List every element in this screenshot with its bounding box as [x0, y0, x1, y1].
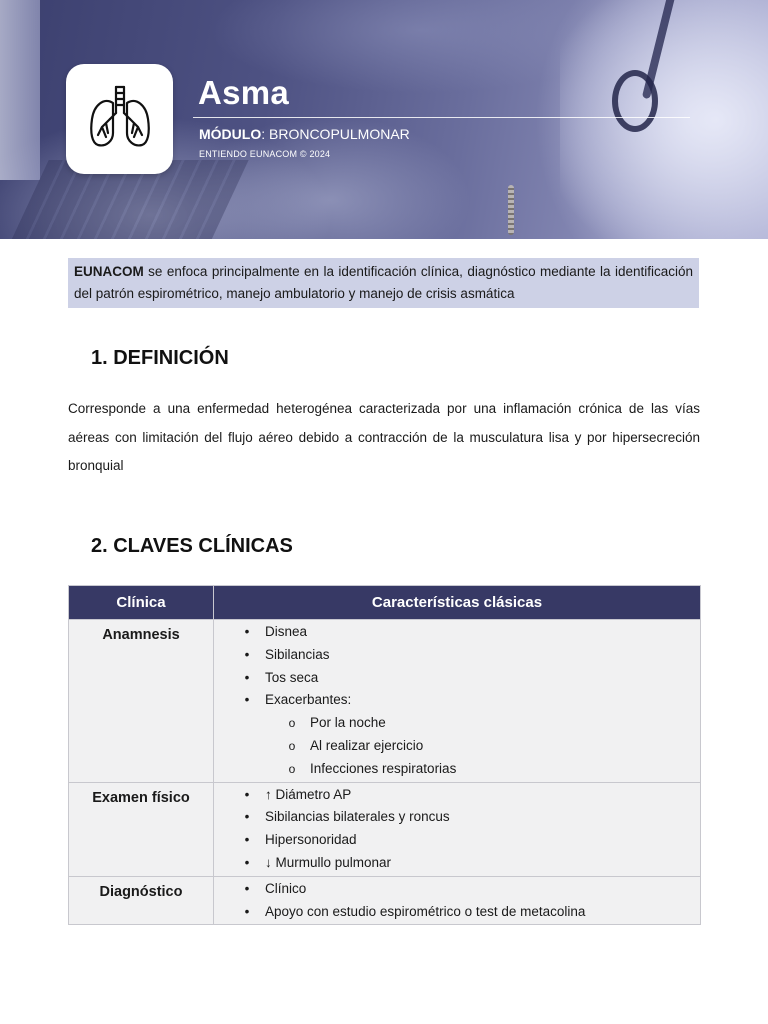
- row-label-cell: [69, 876, 214, 925]
- definition-paragraph: Corresponde a una enfermedad heterogénea caracterizada por una inflamación crónica de las vías aéreas con limitación del flujo aéreo debido a contracción de la musculatura lisa y por hipersecreción bronquial: [68, 401, 700, 473]
- section-heading-claves: 2. CLAVES CLÍNICAS: [91, 535, 293, 557]
- page-title: Asma: [198, 74, 290, 111]
- list-item: [214, 621, 700, 644]
- bullet-icon: •: [244, 854, 250, 870]
- list-item: [214, 784, 700, 807]
- sub-list-item: [214, 735, 700, 758]
- intro-callout: [68, 258, 699, 308]
- bullet-icon: •: [244, 880, 250, 896]
- sub-list-item: [214, 758, 700, 781]
- bullet-list: [214, 783, 700, 876]
- list-item-text: Sibilancias: [265, 646, 330, 662]
- bullet-icon: •: [244, 669, 250, 685]
- module-value: : BRONCOPULMONAR: [261, 126, 410, 142]
- list-item-text: Clínico: [265, 880, 307, 896]
- row-label-cell: [69, 782, 214, 876]
- module-label: MÓDULO: [199, 126, 262, 142]
- list-item: [214, 667, 700, 690]
- copyright-text: ENTIENDO EUNACOM © 2024: [199, 149, 331, 159]
- laptop-image: [0, 0, 40, 180]
- row-label: Examen físico: [92, 789, 190, 806]
- bullet-icon: •: [244, 832, 250, 848]
- list-item-text: Al realizar ejercicio: [310, 737, 424, 753]
- row-label-cell: [69, 620, 214, 783]
- bullet-icon: •: [244, 903, 250, 919]
- list-item: [214, 689, 700, 712]
- stethoscope-image: [612, 70, 658, 132]
- list-item-text: Disnea: [265, 624, 308, 639]
- list-item: [214, 644, 700, 667]
- clinical-keys-table: [68, 585, 701, 925]
- list-item-text: Tos seca: [265, 669, 319, 685]
- bullet-icon: •: [244, 624, 250, 639]
- row-items-cell: [214, 876, 701, 925]
- lungs-icon: [84, 83, 156, 155]
- title-divider: [193, 117, 690, 118]
- row-label: Anamnesis: [102, 627, 180, 643]
- bullet-icon: •: [244, 692, 250, 708]
- column-header-clinica: Clínica: [69, 586, 214, 620]
- list-item: [214, 852, 700, 875]
- table-row: [69, 620, 701, 783]
- list-item-text: Hipersonoridad: [265, 832, 357, 848]
- bullet-icon: •: [244, 646, 250, 662]
- column-header-caracteristicas: Características clásicas: [214, 586, 701, 620]
- sub-list-item: [214, 712, 700, 735]
- circle-bullet-icon: o: [288, 716, 296, 731]
- header-banner: [0, 0, 768, 239]
- module-logo: [66, 64, 173, 174]
- list-item-text: Sibilancias bilaterales y roncus: [265, 809, 450, 825]
- table-row: [69, 876, 701, 925]
- list-item-text: Apoyo con estudio espirométrico o test de metacolina: [265, 903, 586, 919]
- list-item: [214, 806, 700, 829]
- table-header-row: [69, 586, 701, 620]
- bullet-list: [214, 620, 700, 782]
- list-item-text: ↓ Murmullo pulmonar: [265, 854, 392, 870]
- circle-bullet-icon: o: [288, 761, 296, 776]
- list-item-text: Por la noche: [310, 715, 386, 731]
- bracelet-image: [508, 185, 514, 235]
- section-heading-definicion: 1. DEFINICIÓN: [91, 347, 229, 369]
- row-items-cell: [214, 782, 701, 876]
- bullet-icon: •: [244, 809, 250, 825]
- list-item: [214, 901, 700, 924]
- table-row: [69, 782, 701, 876]
- intro-text: se enfoca principalmente en la identificación clínica, diagnóstico mediante la identificación del patrón espirométrico, manejo ambulatorio y manejo de crisis asmática: [74, 264, 693, 301]
- circle-bullet-icon: o: [288, 738, 296, 753]
- list-item-text: ↑ Diámetro AP: [265, 786, 352, 802]
- list-item: [214, 829, 700, 852]
- intro-brand: EUNACOM: [74, 264, 144, 279]
- bullet-list: [214, 877, 700, 925]
- bullet-icon: •: [244, 786, 250, 802]
- list-item-text: Infecciones respiratorias: [310, 760, 457, 776]
- list-item-text: Exacerbantes:: [265, 692, 352, 708]
- list-item: [214, 878, 700, 901]
- module-line: [199, 126, 410, 142]
- row-items-cell: [214, 620, 701, 783]
- row-label: Diagnóstico: [99, 883, 183, 900]
